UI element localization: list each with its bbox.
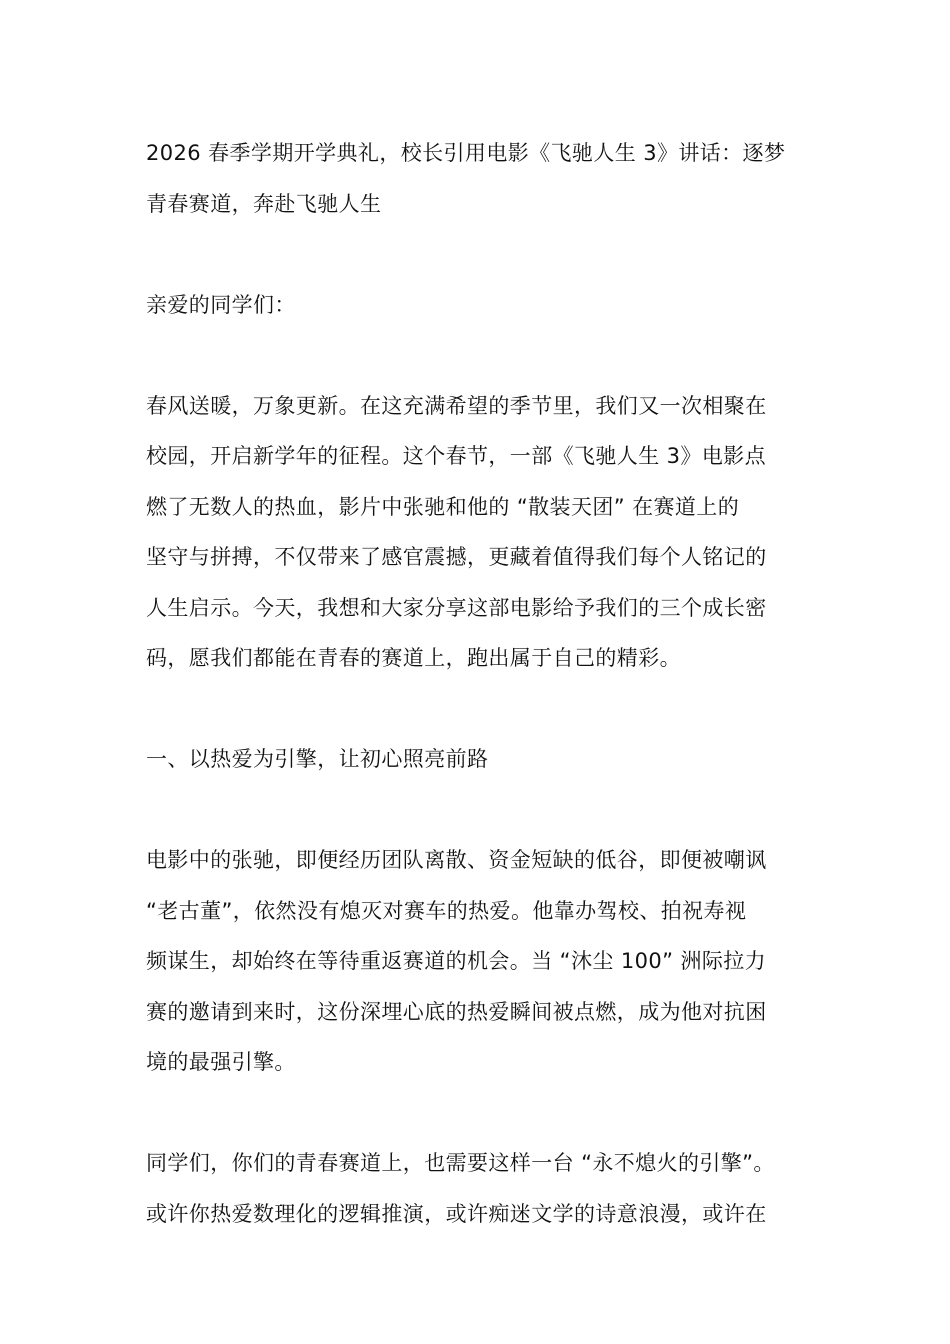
paragraph-line: 校园，开启新学年的征程。这个春节，一部《飞驰人生 3》电影点 xyxy=(146,444,767,468)
paragraph-line: 坚守与拼搏，不仅带来了感官震撼，更藏着值得我们每个人铭记的 xyxy=(146,545,767,569)
intro-paragraph xyxy=(146,381,810,684)
paragraph-line: 频谋生，却始终在等待重返赛道的机会。当 “沐尘 100” 洲际拉力 xyxy=(146,949,767,973)
paragraph-line: 燃了无数人的热血，影片中张驰和他的 “散装天团” 在赛道上的 xyxy=(146,494,740,519)
paragraph-line: 境的最强引擎。 xyxy=(146,1050,296,1074)
salutation xyxy=(146,280,810,331)
document-title xyxy=(146,128,810,229)
paragraph-line: 人生启示。今天，我想和大家分享这部电影给予我们的三个成长密 xyxy=(146,595,767,620)
section-paragraph xyxy=(146,835,810,1088)
salutation-text: 亲爱的同学们： xyxy=(146,292,296,317)
document-body xyxy=(146,128,810,1239)
paragraph-line: 春风送暖，万象更新。在这充满希望的季节里，我们又一次相聚在 xyxy=(146,393,767,418)
section-paragraph xyxy=(146,1138,810,1239)
paragraph-line: 赛的邀请到来时，这份深埋心底的热爱瞬间被点燃，成为他对抗困 xyxy=(146,999,767,1024)
paragraph-line: “老古董”，依然没有熄灭对赛车的热爱。他靠办驾校、拍祝寿视 xyxy=(146,898,747,923)
section-heading-text: 一、以热爱为引擎，让初心照亮前路 xyxy=(146,747,489,771)
paragraph-line: 或许你热爱数理化的逻辑推演，或许痴迷文学的诗意浪漫，或许在 xyxy=(146,1201,767,1226)
section-heading xyxy=(146,734,810,785)
paragraph-line: 同学们，你们的青春赛道上，也需要这样一台 “永不熄火的引擎”。 xyxy=(146,1151,775,1175)
title-line: 青春赛道，奔赴飞驰人生 xyxy=(146,191,382,216)
paragraph-line: 电影中的张驰，即便经历团队离散、资金短缺的低谷，即便被嘲讽 xyxy=(146,848,767,872)
paragraph-line: 码，愿我们都能在青春的赛道上，跑出属于自己的精彩。 xyxy=(146,646,681,670)
title-line: 2026 春季学期开学典礼，校长引用电影《飞驰人生 3》讲话：逐梦 xyxy=(146,141,786,165)
